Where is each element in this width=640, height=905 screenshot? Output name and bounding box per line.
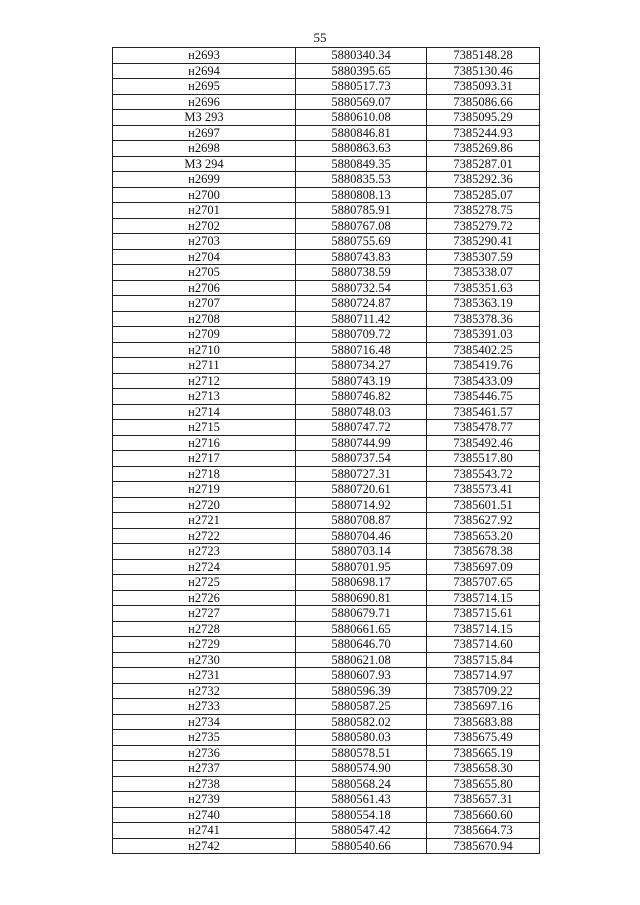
y-coordinate-cell: 7385285.07 bbox=[427, 187, 540, 203]
x-coordinate-cell: 5880574.90 bbox=[296, 761, 427, 777]
point-name-cell: н2742 bbox=[113, 838, 296, 854]
table-row bbox=[113, 730, 540, 746]
point-name-cell: н2739 bbox=[113, 792, 296, 808]
table-row bbox=[113, 435, 540, 451]
y-coordinate-cell: 7385665.19 bbox=[427, 745, 540, 761]
y-coordinate-cell: 7385660.60 bbox=[427, 807, 540, 823]
x-coordinate-cell: 5880547.42 bbox=[296, 823, 427, 839]
x-coordinate-cell: 5880596.39 bbox=[296, 683, 427, 699]
point-name-cell: н2741 bbox=[113, 823, 296, 839]
table-row bbox=[113, 172, 540, 188]
table-row bbox=[113, 110, 540, 126]
y-coordinate-cell: 7385715.84 bbox=[427, 652, 540, 668]
page-number: 55 bbox=[313, 30, 327, 45]
table-row bbox=[113, 48, 540, 64]
point-name-cell: н2719 bbox=[113, 482, 296, 498]
y-coordinate-cell: 7385461.57 bbox=[427, 404, 540, 420]
x-coordinate-cell: 5880704.46 bbox=[296, 528, 427, 544]
table-row bbox=[113, 404, 540, 420]
coordinates-table bbox=[112, 47, 540, 854]
y-coordinate-cell: 7385707.65 bbox=[427, 575, 540, 591]
x-coordinate-cell: 5880732.54 bbox=[296, 280, 427, 296]
table-row bbox=[113, 420, 540, 436]
x-coordinate-cell: 5880743.83 bbox=[296, 249, 427, 265]
point-name-cell: н2725 bbox=[113, 575, 296, 591]
x-coordinate-cell: 5880561.43 bbox=[296, 792, 427, 808]
x-coordinate-cell: 5880679.71 bbox=[296, 606, 427, 622]
table-row bbox=[113, 838, 540, 854]
point-name-cell: н2728 bbox=[113, 621, 296, 637]
x-coordinate-cell: 5880708.87 bbox=[296, 513, 427, 529]
x-coordinate-cell: 5880714.92 bbox=[296, 497, 427, 513]
x-coordinate-cell: 5880724.87 bbox=[296, 296, 427, 312]
table-row bbox=[113, 637, 540, 653]
x-coordinate-cell: 5880746.82 bbox=[296, 389, 427, 405]
y-coordinate-cell: 7385292.36 bbox=[427, 172, 540, 188]
y-coordinate-cell: 7385338.07 bbox=[427, 265, 540, 281]
x-coordinate-cell: 5880748.03 bbox=[296, 404, 427, 420]
table-row bbox=[113, 187, 540, 203]
table-row bbox=[113, 807, 540, 823]
coordinates-table-body bbox=[113, 48, 540, 854]
point-name-cell: н2733 bbox=[113, 699, 296, 715]
point-name-cell: н2737 bbox=[113, 761, 296, 777]
y-coordinate-cell: 7385130.46 bbox=[427, 63, 540, 79]
table-row bbox=[113, 141, 540, 157]
x-coordinate-cell: 5880578.51 bbox=[296, 745, 427, 761]
x-coordinate-cell: 5880540.66 bbox=[296, 838, 427, 854]
y-coordinate-cell: 7385446.75 bbox=[427, 389, 540, 405]
point-name-cell: н2734 bbox=[113, 714, 296, 730]
x-coordinate-cell: 5880767.08 bbox=[296, 218, 427, 234]
point-name-cell: н2731 bbox=[113, 668, 296, 684]
x-coordinate-cell: 5880661.65 bbox=[296, 621, 427, 637]
y-coordinate-cell: 7385478.77 bbox=[427, 420, 540, 436]
y-coordinate-cell: 7385351.63 bbox=[427, 280, 540, 296]
table-row bbox=[113, 249, 540, 265]
table-row bbox=[113, 482, 540, 498]
y-coordinate-cell: 7385709.22 bbox=[427, 683, 540, 699]
y-coordinate-cell: 7385278.75 bbox=[427, 203, 540, 219]
table-row bbox=[113, 358, 540, 374]
point-name-cell: н2696 bbox=[113, 94, 296, 110]
y-coordinate-cell: 7385287.01 bbox=[427, 156, 540, 172]
table-row bbox=[113, 575, 540, 591]
point-name-cell: МЗ 293 bbox=[113, 110, 296, 126]
point-name-cell: н2695 bbox=[113, 79, 296, 95]
y-coordinate-cell: 7385670.94 bbox=[427, 838, 540, 854]
point-name-cell: н2714 bbox=[113, 404, 296, 420]
x-coordinate-cell: 5880621.08 bbox=[296, 652, 427, 668]
y-coordinate-cell: 7385714.15 bbox=[427, 621, 540, 637]
point-name-cell: н2732 bbox=[113, 683, 296, 699]
x-coordinate-cell: 5880607.93 bbox=[296, 668, 427, 684]
table-row bbox=[113, 776, 540, 792]
x-coordinate-cell: 5880587.25 bbox=[296, 699, 427, 715]
table-row bbox=[113, 94, 540, 110]
x-coordinate-cell: 5880698.17 bbox=[296, 575, 427, 591]
table-row bbox=[113, 714, 540, 730]
table-row bbox=[113, 327, 540, 343]
table-row bbox=[113, 621, 540, 637]
point-name-cell: н2705 bbox=[113, 265, 296, 281]
y-coordinate-cell: 7385697.09 bbox=[427, 559, 540, 575]
point-name-cell: н2718 bbox=[113, 466, 296, 482]
table-row bbox=[113, 792, 540, 808]
y-coordinate-cell: 7385678.38 bbox=[427, 544, 540, 560]
x-coordinate-cell: 5880568.24 bbox=[296, 776, 427, 792]
point-name-cell: н2740 bbox=[113, 807, 296, 823]
x-coordinate-cell: 5880743.19 bbox=[296, 373, 427, 389]
table-row bbox=[113, 683, 540, 699]
table-row bbox=[113, 156, 540, 172]
x-coordinate-cell: 5880755.69 bbox=[296, 234, 427, 250]
table-row bbox=[113, 668, 540, 684]
point-name-cell: н2720 bbox=[113, 497, 296, 513]
table-row bbox=[113, 466, 540, 482]
y-coordinate-cell: 7385658.30 bbox=[427, 761, 540, 777]
x-coordinate-cell: 5880727.31 bbox=[296, 466, 427, 482]
point-name-cell: н2738 bbox=[113, 776, 296, 792]
table-row bbox=[113, 296, 540, 312]
y-coordinate-cell: 7385391.03 bbox=[427, 327, 540, 343]
y-coordinate-cell: 7385627.92 bbox=[427, 513, 540, 529]
point-name-cell: н2735 bbox=[113, 730, 296, 746]
x-coordinate-cell: 5880340.34 bbox=[296, 48, 427, 64]
point-name-cell: н2698 bbox=[113, 141, 296, 157]
x-coordinate-cell: 5880808.13 bbox=[296, 187, 427, 203]
table-row bbox=[113, 203, 540, 219]
table-row bbox=[113, 451, 540, 467]
x-coordinate-cell: 5880863.63 bbox=[296, 141, 427, 157]
x-coordinate-cell: 5880737.54 bbox=[296, 451, 427, 467]
y-coordinate-cell: 7385675.49 bbox=[427, 730, 540, 746]
table-row bbox=[113, 342, 540, 358]
table-row bbox=[113, 218, 540, 234]
y-coordinate-cell: 7385517.80 bbox=[427, 451, 540, 467]
point-name-cell: н2708 bbox=[113, 311, 296, 327]
point-name-cell: н2693 bbox=[113, 48, 296, 64]
point-name-cell: н2729 bbox=[113, 637, 296, 653]
point-name-cell: н2707 bbox=[113, 296, 296, 312]
x-coordinate-cell: 5880846.81 bbox=[296, 125, 427, 141]
table-row bbox=[113, 265, 540, 281]
y-coordinate-cell: 7385714.97 bbox=[427, 668, 540, 684]
y-coordinate-cell: 7385095.29 bbox=[427, 110, 540, 126]
x-coordinate-cell: 5880747.72 bbox=[296, 420, 427, 436]
x-coordinate-cell: 5880711.42 bbox=[296, 311, 427, 327]
x-coordinate-cell: 5880703.14 bbox=[296, 544, 427, 560]
x-coordinate-cell: 5880785.91 bbox=[296, 203, 427, 219]
point-name-cell: н2711 bbox=[113, 358, 296, 374]
y-coordinate-cell: 7385543.72 bbox=[427, 466, 540, 482]
point-name-cell: н2702 bbox=[113, 218, 296, 234]
x-coordinate-cell: 5880569.07 bbox=[296, 94, 427, 110]
table-row bbox=[113, 389, 540, 405]
table-row bbox=[113, 606, 540, 622]
point-name-cell: н2730 bbox=[113, 652, 296, 668]
x-coordinate-cell: 5880734.27 bbox=[296, 358, 427, 374]
table-row bbox=[113, 497, 540, 513]
table-row bbox=[113, 79, 540, 95]
point-name-cell: н2724 bbox=[113, 559, 296, 575]
x-coordinate-cell: 5880582.02 bbox=[296, 714, 427, 730]
x-coordinate-cell: 5880835.53 bbox=[296, 172, 427, 188]
table-row bbox=[113, 125, 540, 141]
x-coordinate-cell: 5880690.81 bbox=[296, 590, 427, 606]
x-coordinate-cell: 5880709.72 bbox=[296, 327, 427, 343]
point-name-cell: н2723 bbox=[113, 544, 296, 560]
y-coordinate-cell: 7385657.31 bbox=[427, 792, 540, 808]
table-row bbox=[113, 280, 540, 296]
x-coordinate-cell: 5880716.48 bbox=[296, 342, 427, 358]
y-coordinate-cell: 7385402.25 bbox=[427, 342, 540, 358]
y-coordinate-cell: 7385279.72 bbox=[427, 218, 540, 234]
point-name-cell: н2699 bbox=[113, 172, 296, 188]
point-name-cell: н2721 bbox=[113, 513, 296, 529]
y-coordinate-cell: 7385093.31 bbox=[427, 79, 540, 95]
point-name-cell: н2709 bbox=[113, 327, 296, 343]
table-row bbox=[113, 373, 540, 389]
table-row bbox=[113, 513, 540, 529]
y-coordinate-cell: 7385363.19 bbox=[427, 296, 540, 312]
x-coordinate-cell: 5880849.35 bbox=[296, 156, 427, 172]
table-row bbox=[113, 652, 540, 668]
y-coordinate-cell: 7385714.60 bbox=[427, 637, 540, 653]
y-coordinate-cell: 7385290.41 bbox=[427, 234, 540, 250]
y-coordinate-cell: 7385148.28 bbox=[427, 48, 540, 64]
y-coordinate-cell: 7385433.09 bbox=[427, 373, 540, 389]
x-coordinate-cell: 5880701.95 bbox=[296, 559, 427, 575]
y-coordinate-cell: 7385653.20 bbox=[427, 528, 540, 544]
y-coordinate-cell: 7385244.93 bbox=[427, 125, 540, 141]
y-coordinate-cell: 7385378.36 bbox=[427, 311, 540, 327]
point-name-cell: н2703 bbox=[113, 234, 296, 250]
point-name-cell: н2726 bbox=[113, 590, 296, 606]
y-coordinate-cell: 7385307.59 bbox=[427, 249, 540, 265]
x-coordinate-cell: 5880646.70 bbox=[296, 637, 427, 653]
point-name-cell: н2713 bbox=[113, 389, 296, 405]
point-name-cell: МЗ 294 bbox=[113, 156, 296, 172]
x-coordinate-cell: 5880720.61 bbox=[296, 482, 427, 498]
y-coordinate-cell: 7385683.88 bbox=[427, 714, 540, 730]
point-name-cell: н2710 bbox=[113, 342, 296, 358]
point-name-cell: н2715 bbox=[113, 420, 296, 436]
y-coordinate-cell: 7385715.61 bbox=[427, 606, 540, 622]
table-row bbox=[113, 544, 540, 560]
table-row bbox=[113, 234, 540, 250]
x-coordinate-cell: 5880395.65 bbox=[296, 63, 427, 79]
table-row bbox=[113, 528, 540, 544]
y-coordinate-cell: 7385697.16 bbox=[427, 699, 540, 715]
x-coordinate-cell: 5880554.18 bbox=[296, 807, 427, 823]
point-name-cell: н2706 bbox=[113, 280, 296, 296]
point-name-cell: н2727 bbox=[113, 606, 296, 622]
y-coordinate-cell: 7385269.86 bbox=[427, 141, 540, 157]
y-coordinate-cell: 7385664.73 bbox=[427, 823, 540, 839]
table-row bbox=[113, 63, 540, 79]
table-row bbox=[113, 311, 540, 327]
point-name-cell: н2697 bbox=[113, 125, 296, 141]
y-coordinate-cell: 7385714.15 bbox=[427, 590, 540, 606]
point-name-cell: н2722 bbox=[113, 528, 296, 544]
table-row bbox=[113, 823, 540, 839]
x-coordinate-cell: 5880610.08 bbox=[296, 110, 427, 126]
y-coordinate-cell: 7385492.46 bbox=[427, 435, 540, 451]
table-row bbox=[113, 745, 540, 761]
y-coordinate-cell: 7385573.41 bbox=[427, 482, 540, 498]
x-coordinate-cell: 5880744.99 bbox=[296, 435, 427, 451]
table-row bbox=[113, 699, 540, 715]
point-name-cell: н2704 bbox=[113, 249, 296, 265]
x-coordinate-cell: 5880517.73 bbox=[296, 79, 427, 95]
y-coordinate-cell: 7385086.66 bbox=[427, 94, 540, 110]
point-name-cell: н2700 bbox=[113, 187, 296, 203]
point-name-cell: н2717 bbox=[113, 451, 296, 467]
table-row bbox=[113, 590, 540, 606]
point-name-cell: н2716 bbox=[113, 435, 296, 451]
table-row bbox=[113, 559, 540, 575]
x-coordinate-cell: 5880580.03 bbox=[296, 730, 427, 746]
x-coordinate-cell: 5880738.59 bbox=[296, 265, 427, 281]
point-name-cell: н2736 bbox=[113, 745, 296, 761]
y-coordinate-cell: 7385601.51 bbox=[427, 497, 540, 513]
point-name-cell: н2701 bbox=[113, 203, 296, 219]
point-name-cell: н2712 bbox=[113, 373, 296, 389]
table-row bbox=[113, 761, 540, 777]
point-name-cell: н2694 bbox=[113, 63, 296, 79]
y-coordinate-cell: 7385419.76 bbox=[427, 358, 540, 374]
y-coordinate-cell: 7385655.80 bbox=[427, 776, 540, 792]
